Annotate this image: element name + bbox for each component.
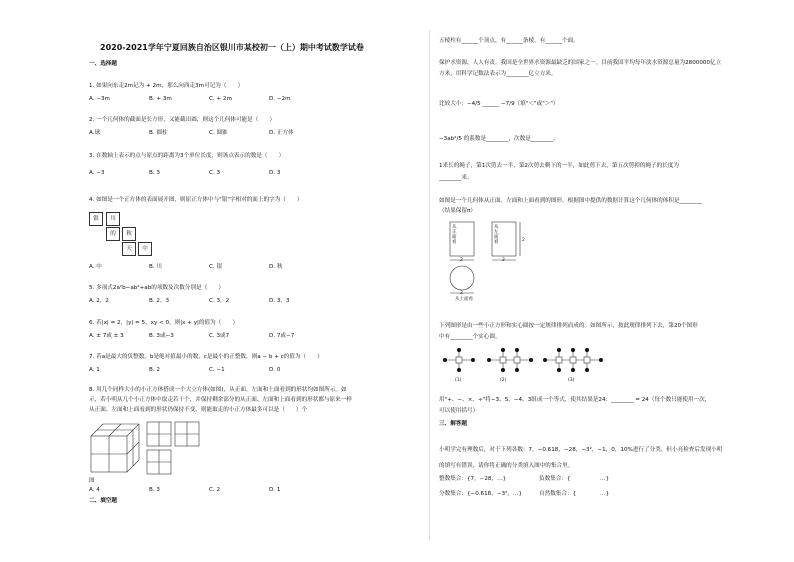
q1-option-c: C. + 2m xyxy=(209,96,232,102)
section-heading-fill: 二、填空题 xyxy=(89,498,117,504)
question-10-line-2: 方米，用科学记数法表示为________亿立方米。 xyxy=(439,71,557,77)
question-16-line-1: 用"+、−、×、÷"将−3、5、−4、3组成一个等式，使其结果是24：________ = 24（每个数只能使用一次， xyxy=(439,397,711,403)
question-16-line-2: 可以使用括号） xyxy=(439,408,479,414)
question-7: 7. 若a是最大的负整数，b是绝对值最小的数，c是最小的正整数，则a − b + c的值为（ ） xyxy=(89,354,323,360)
integer-set: 整数集合：{7，−28，…} xyxy=(439,476,507,482)
q6-option-a: A. ± 7或 ± 3 xyxy=(89,333,124,339)
question-14-line-1: 如图是一个几何体从正面、左面和上面看到的图形，根据图中提供的数据计算这个几何体的体积是________ xyxy=(439,198,702,204)
q5-option-d: D. 3，3 xyxy=(269,298,290,304)
q1-option-b: B. + 3m xyxy=(149,96,172,102)
q7-option-d: D. 0 xyxy=(269,367,281,373)
negative-set: 负数集合：{ xyxy=(539,476,571,482)
question-8-line-1: 8. 用几个同样大小的小正方体搭成一个大立方体(如图)，从正面、左面和上面看到的形状均如图所示。如 xyxy=(89,387,347,393)
question-14-line-2: （结果保留π） xyxy=(439,208,476,214)
q2-option-c: C. 圆锥 xyxy=(209,130,228,136)
q7-option-a: A. 1 xyxy=(89,367,100,373)
q3-option-b: B. 3 xyxy=(149,170,160,176)
question-12: −3ab²/5 的系数是________，次数是________。 xyxy=(439,136,559,142)
question-15-line-1: 下列图形是由一些小正方形和实心圆按一定规律排列而成的。如图所示，按此规律排列下去，第20个图形 xyxy=(439,323,698,329)
pattern-figure xyxy=(441,346,621,386)
q8-option-d: D. 1 xyxy=(269,487,281,493)
left-view-dimension: 2 xyxy=(502,258,505,263)
question-9: 五棱柱有______个顶点，有______条棱，有______个面。 xyxy=(439,38,579,44)
question-5: 5. 多项式2a²b−ab²+ab的项数及次数分别是（ ） xyxy=(89,285,224,291)
q4-option-a: A. 中 xyxy=(89,264,102,270)
left-view-height: 2 xyxy=(522,238,525,243)
q2-option-d: D. 正方体 xyxy=(269,130,294,136)
question-3: 3. 在数轴上表示的点与原点的距离为3个单位长度，则该点表示的数是（ ） xyxy=(89,153,285,159)
q8-figure-caption: 图 xyxy=(89,478,95,484)
q5-option-c: C. 3，2 xyxy=(209,298,230,304)
q8-option-b: B. 3 xyxy=(149,487,160,493)
section-heading-choice: 一、选择题 xyxy=(89,61,117,67)
q7-option-c: C. −1 xyxy=(209,367,225,373)
q6-option-c: C. 3或7 xyxy=(209,333,230,339)
front-view-label: 从正面看 xyxy=(452,225,457,245)
q3-option-d: D. 3 xyxy=(269,170,281,176)
question-1: 1. 如果向东走2m记为 + 2m，那么向西走3m可记为（ ） xyxy=(89,83,244,89)
fraction-set: 分数集合：{−0.618，−3²，…} xyxy=(439,491,523,497)
pattern-label-1: (1) xyxy=(455,378,462,383)
q1-option-a: A. −3m xyxy=(89,96,110,102)
net-cell: 川 xyxy=(106,212,120,226)
q7-option-b: B. 2 xyxy=(149,367,160,373)
net-cell: 中 xyxy=(138,242,152,256)
question-15-line-2: 中有________个实心圆。 xyxy=(439,334,501,340)
q4-option-d: D. 秋 xyxy=(269,264,283,270)
page-title: 2020-2021学年宁夏回族自治区银川市某校初一（上）期中考试数学试卷 xyxy=(100,43,364,52)
left-view-label: 从左面看 xyxy=(494,225,499,245)
net-cell: 天 xyxy=(122,242,136,256)
question-6: 6. 若|x| = 2，|y| = 5，xy < 0，则|x + y|的值为（ ） xyxy=(89,320,239,326)
pattern-label-3: (3) xyxy=(568,378,575,383)
section-heading-solve: 三、解答题 xyxy=(439,421,467,427)
natural-number-set-close: …} xyxy=(600,491,610,497)
q4-option-c: C. 银 xyxy=(209,264,223,270)
q5-option-b: B. 2，3 xyxy=(149,298,170,304)
net-cell: 银 xyxy=(89,212,103,226)
q3-option-c: C. 3 xyxy=(209,170,221,176)
question-8-line-2: 示，若小明从几个小正方体中取走若干个，并保持剩余部分的从正面、左面和上面看到的形状都与原来一样 xyxy=(89,397,352,403)
natural-number-set: 自然数集合：{ xyxy=(539,491,577,497)
question-2: 2. 一个几何体的截面是长方形，又能截出圆，则这个几何体可能是（ ） xyxy=(89,117,276,123)
pattern-label-2: (2) xyxy=(500,378,507,383)
q2-option-a: A.球 xyxy=(89,130,101,136)
question-17-line-2: 的填写有错误，请你将正确的分类填入图中的集合里。 xyxy=(439,463,574,469)
q5-option-a: A. 2，2 xyxy=(89,298,109,304)
q8-option-a: A. 4 xyxy=(89,487,100,493)
question-13-line-1: 1米长的绳子，第1次剪去一半，第2次剪去剩下的一半，如此剪下去，第五次剪掉的绳子的长度为 xyxy=(439,163,680,169)
net-cell: 秋 xyxy=(122,227,136,241)
question-17-line-1: 小明学完有理数后，对于下列各数：7，−0.618，−28，−3²，−1，0，10%进行了分类，但小亮检查后发现小明 xyxy=(439,447,723,453)
question-11: 比较大小：−4/5 ______ −7/9（填"＜"或"＞"） xyxy=(439,101,559,107)
q3-option-a: A. −3 xyxy=(89,170,105,176)
question-4: 4. 如图是一个正方体的表面展开图，则原正方体中与"银"字相对的面上的字为（ ） xyxy=(89,197,303,203)
top-view-dimension: 2 xyxy=(460,291,463,296)
question-13-line-2: ________米。 xyxy=(439,175,473,181)
net-cell: 的 xyxy=(106,227,120,241)
q6-option-b: B. 3或−3 xyxy=(149,333,174,339)
column-divider xyxy=(429,30,430,540)
top-view-label: 从上面看 xyxy=(455,297,473,302)
q4-option-b: B. 川 xyxy=(149,264,162,270)
question-10-line-1: 保护水资源，人人有责。我国是全世界水资源最缺乏的国家之一。目前我国平均每年淡水资源总量为2800000亿立 xyxy=(439,60,722,66)
front-view-dimension: 2 xyxy=(460,258,463,263)
negative-set-close: …} xyxy=(600,476,610,482)
q2-option-b: B. 圆柱 xyxy=(149,130,168,136)
q1-option-d: D. −2m xyxy=(269,96,291,102)
question-8-line-3: 从正面、左面和上面看到的形状仍保持不变，则能取走的小正方体最多可以是（ ）个 xyxy=(89,407,308,413)
q8-option-c: C. 2 xyxy=(209,487,221,493)
cube-views-figure xyxy=(89,418,199,478)
q6-option-d: D. 7或−7 xyxy=(269,333,295,339)
